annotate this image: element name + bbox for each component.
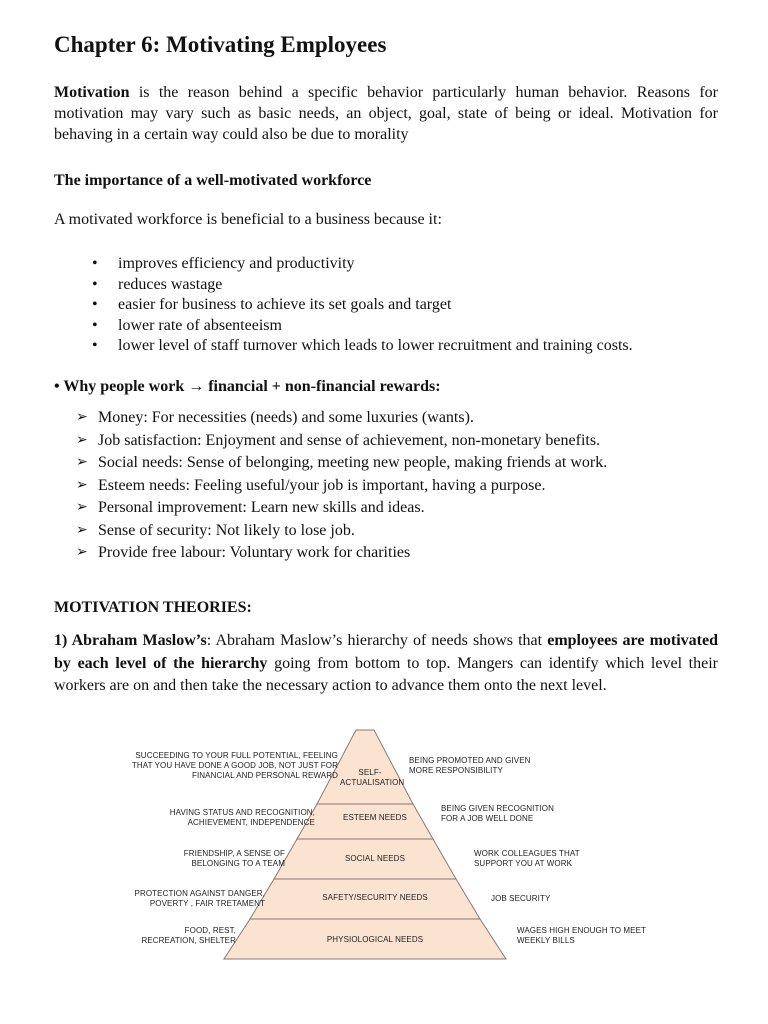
- list-item: [54, 497, 718, 520]
- arrow-bullet-icon: ➢: [76, 522, 88, 538]
- list-item-text: lower level of staff turnover which leads to lower recruitment and training costs.: [118, 337, 633, 355]
- list-item: [54, 452, 718, 475]
- arrow-bullet-icon: ➢: [76, 455, 88, 470]
- pyramid-left-note: HAVING STATUS AND RECOGNITION, ACHIEVEMENT, INDEPENDENCE: [169, 808, 315, 827]
- list-item-text: Social needs: Sense of belonging, meeting new people, making friends at work.: [98, 454, 608, 471]
- list-item-text: Personal improvement: Learn new skills and ideas.: [98, 499, 425, 516]
- pyramid-level-name: PHYSIOLOGICAL NEEDS: [326, 935, 424, 944]
- pyramid-right-note: WAGES HIGH ENOUGH TO MEET WEEKLY BILLS: [517, 926, 647, 945]
- list-item: [54, 295, 718, 316]
- intro-paragraph: [54, 82, 718, 145]
- list-item-text: reduces wastage: [118, 275, 223, 293]
- list-item-text: Job satisfaction: Enjoyment and sense of achievement, non-monetary benefits.: [98, 431, 601, 449]
- maslow-paragraph: [54, 630, 718, 698]
- list-item: [54, 407, 718, 430]
- page-title: Chapter 6: Motivating Employees: [54, 32, 387, 57]
- list-item: [54, 254, 718, 275]
- pyramid-level-name: ESTEEM NEEDS: [343, 813, 407, 822]
- arrow-bullet-icon: ➢: [76, 500, 88, 515]
- pyramid-level-name: SAFETY/SECURITY NEEDS: [322, 893, 428, 902]
- list-item: [54, 336, 718, 357]
- maslow-bold: employees are motivated by each level of the hierarchy: [54, 632, 719, 672]
- bullet-marker: •: [92, 275, 98, 293]
- maslow-text-1: : Abraham Maslow’s hierarchy of needs shows that: [206, 632, 548, 649]
- pyramid-level-name: SELF- ACTUALISATION: [340, 768, 405, 787]
- list-item: [54, 542, 718, 565]
- arrow-bullet-icon: ➢: [76, 410, 88, 425]
- arrow-bullet-icon: ➢: [76, 545, 88, 560]
- intro-text: is the reason behind a specific behavior particularly human behavior. Reasons for motivation may vary such as basic needs, an object, goal, state of being or ideal. Motivation for behaving in a certain way could also be due to morality: [54, 84, 718, 143]
- maslow-text-2: going from bottom to top. Mangers can identify which level their workers are on and then take the necessary action to advance them onto the next level.: [54, 654, 718, 694]
- bullet-marker: •: [92, 316, 98, 334]
- importance-lead: A motivated workforce is beneficial to a business because it:: [54, 211, 442, 228]
- list-item-text: Esteem needs: Feeling useful/your job is important, having a purpose.: [98, 476, 546, 494]
- importance-list: [54, 254, 718, 357]
- pyramid-left-note: SUCCEEDING TO YOUR FULL POTENTIAL, FEELING THAT YOU HAVE DONE A GOOD JOB, NOT JUST FOR FINANCIAL AND PERSONAL REWARD: [131, 751, 338, 780]
- list-item-text: Provide free labour: Voluntary work for charities: [98, 544, 411, 561]
- list-item-text: easier for business to achieve its set goals and target: [118, 296, 452, 314]
- arrow-bullet-icon: ➢: [76, 432, 88, 448]
- list-item-text: Sense of security: Not likely to lose job.: [98, 521, 355, 539]
- list-item: [54, 316, 718, 337]
- list-item: [54, 475, 718, 498]
- list-item: [54, 430, 718, 453]
- importance-heading: The importance of a well-motivated workforce: [54, 172, 372, 189]
- pyramid-right-note: JOB SECURITY: [491, 894, 551, 903]
- bullet-marker: •: [92, 337, 98, 355]
- list-item-text: lower rate of absenteeism: [118, 316, 282, 334]
- why-work-list: [54, 407, 718, 565]
- maslow-name: 1) Abraham Maslow’s: [54, 632, 207, 649]
- pyramid-level-name: SOCIAL NEEDS: [344, 854, 406, 863]
- list-item: [54, 520, 718, 543]
- pyramid-right-note: BEING GIVEN RECOGNITION FOR A JOB WELL DONE: [441, 804, 554, 823]
- list-item-text: improves efficiency and productivity: [118, 255, 355, 272]
- theories-heading: MOTIVATION THEORIES:: [54, 599, 252, 616]
- bullet-marker: •: [92, 296, 98, 314]
- list-item-text: Money: For necessities (needs) and some luxuries (wants).: [98, 409, 474, 426]
- pyramid-right-note: BEING PROMOTED AND GIVEN MORE RESPONSIBILITY: [409, 756, 531, 775]
- arrow-bullet-icon: ➢: [76, 477, 88, 493]
- bullet-marker: •: [92, 255, 98, 272]
- intro-term: Motivation: [54, 84, 130, 101]
- pyramid-left-note: FRIENDSHIP, A SENSE OF BELONGING TO A TEAM: [183, 849, 285, 868]
- pyramid-right-note: WORK COLLEAGUES THAT SUPPORT YOU AT WORK: [474, 849, 580, 868]
- why-work-heading: • Why people work → financial + non-financial rewards:: [54, 378, 441, 395]
- pyramid-left-note: PROTECTION AGAINST DANGER, POVERTY , FAIR TRETAMENT: [134, 889, 265, 908]
- list-item: [54, 275, 718, 296]
- pyramid-left-note: FOOD, REST, RECREATION, SHELTER: [141, 926, 236, 945]
